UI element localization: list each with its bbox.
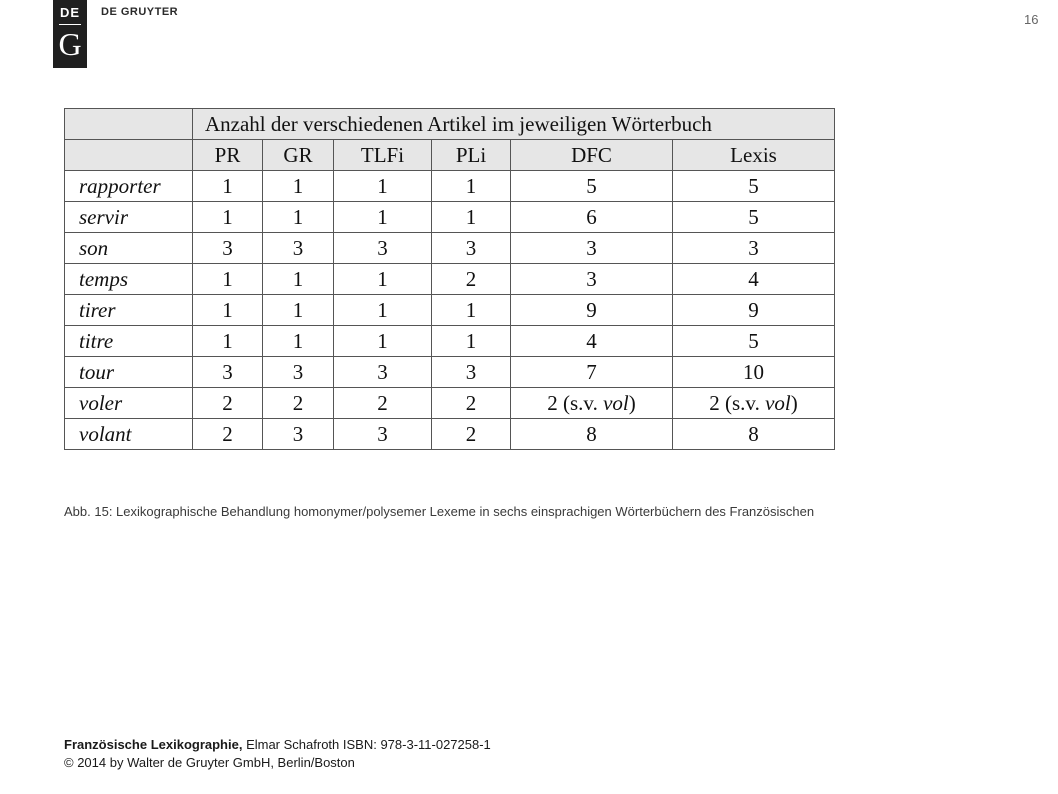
cell-pr: 1 — [193, 171, 263, 202]
logo-divider — [59, 24, 81, 25]
column-header-gr: GR — [263, 140, 334, 171]
cell-tlfi: 1 — [334, 202, 432, 233]
cell-dfc: 8 — [511, 419, 673, 450]
cell-tlfi: 1 — [334, 264, 432, 295]
lexis-vol: vol — [765, 390, 791, 415]
footer-book-details: Elmar Schafroth ISBN: 978-3-11-027258-1 — [242, 737, 491, 752]
table-title-row — [65, 109, 835, 140]
cell-dfc: 7 — [511, 357, 673, 388]
column-header-lexis: Lexis — [673, 140, 835, 171]
cell-pli: 1 — [432, 326, 511, 357]
footer-copyright: © 2014 by Walter de Gruyter GmbH, Berlin/Boston — [64, 755, 355, 770]
table-row — [65, 202, 835, 233]
table-row — [65, 295, 835, 326]
row-lemma: rapporter — [65, 171, 193, 202]
row-lemma: servir — [65, 202, 193, 233]
lexis-suffix: ) — [790, 390, 798, 415]
cell-pli: 1 — [432, 295, 511, 326]
cell-dfc — [511, 388, 673, 419]
cell-lexis: 4 — [673, 264, 835, 295]
row-lemma: tour — [65, 357, 193, 388]
cell-tlfi: 3 — [334, 419, 432, 450]
table-row — [65, 357, 835, 388]
cell-pr: 3 — [193, 233, 263, 264]
lexis-prefix: 2 (s.v. — [709, 390, 766, 415]
cell-pr: 1 — [193, 202, 263, 233]
cell-gr: 1 — [263, 295, 334, 326]
cell-dfc: 3 — [511, 264, 673, 295]
cell-dfc: 6 — [511, 202, 673, 233]
cell-dfc: 3 — [511, 233, 673, 264]
column-header-pli: PLi — [432, 140, 511, 171]
cell-lexis: 3 — [673, 233, 835, 264]
row-lemma: tirer — [65, 295, 193, 326]
footer-citation — [64, 737, 491, 752]
dfc-prefix: 2 (s.v. — [547, 390, 604, 415]
cell-dfc: 5 — [511, 171, 673, 202]
row-lemma: son — [65, 233, 193, 264]
cell-pli: 1 — [432, 171, 511, 202]
publisher-logo — [53, 0, 87, 68]
cell-gr: 3 — [263, 419, 334, 450]
cell-tlfi: 1 — [334, 295, 432, 326]
cell-pli: 2 — [432, 388, 511, 419]
row-lemma: voler — [65, 388, 193, 419]
cell-tlfi: 3 — [334, 233, 432, 264]
figure-caption: Abb. 15: Lexikographische Behandlung homonymer/polysemer Lexeme in sechs einsprachigen Wörterbüchern des Französischen — [64, 504, 815, 519]
cell-pr: 1 — [193, 264, 263, 295]
cell-dfc: 4 — [511, 326, 673, 357]
cell-lexis: 9 — [673, 295, 835, 326]
cell-gr: 2 — [263, 388, 334, 419]
cell-pr: 2 — [193, 388, 263, 419]
row-lemma: temps — [65, 264, 193, 295]
row-lemma: titre — [65, 326, 193, 357]
cell-tlfi: 1 — [334, 326, 432, 357]
row-lemma: volant — [65, 419, 193, 450]
cell-gr: 1 — [263, 264, 334, 295]
dictionary-table — [64, 108, 835, 450]
cell-gr: 1 — [263, 171, 334, 202]
column-header-dfc: DFC — [511, 140, 673, 171]
cell-pli: 2 — [432, 419, 511, 450]
cell-gr: 1 — [263, 202, 334, 233]
cell-lexis: 10 — [673, 357, 835, 388]
column-header-row — [65, 140, 835, 171]
column-header-corner — [65, 140, 193, 171]
cell-pr: 2 — [193, 419, 263, 450]
cell-pli: 3 — [432, 357, 511, 388]
dfc-vol: vol — [603, 390, 629, 415]
cell-tlfi: 2 — [334, 388, 432, 419]
cell-lexis: 5 — [673, 171, 835, 202]
page-number: 16 — [1024, 12, 1039, 27]
dfc-suffix: ) — [628, 390, 636, 415]
publisher-name: DE GRUYTER — [101, 6, 179, 18]
cell-lexis — [673, 388, 835, 419]
table-row — [65, 171, 835, 202]
logo-de-text: DE — [59, 5, 81, 20]
cell-pr: 1 — [193, 295, 263, 326]
footer-book-title: Französische Lexikographie, — [64, 737, 243, 752]
table-row — [65, 264, 835, 295]
cell-pli: 2 — [432, 264, 511, 295]
cell-dfc: 9 — [511, 295, 673, 326]
table-row — [65, 388, 835, 419]
cell-gr: 3 — [263, 357, 334, 388]
cell-pr: 3 — [193, 357, 263, 388]
column-header-pr: PR — [193, 140, 263, 171]
cell-lexis: 5 — [673, 326, 835, 357]
cell-lexis: 8 — [673, 419, 835, 450]
cell-pli: 1 — [432, 202, 511, 233]
table-corner-cell — [65, 109, 193, 140]
cell-pli: 3 — [432, 233, 511, 264]
table-row — [65, 419, 835, 450]
cell-tlfi: 1 — [334, 171, 432, 202]
table-title: Anzahl der verschiedenen Artikel im jeweiligen Wörterbuch — [193, 109, 835, 140]
cell-tlfi: 3 — [334, 357, 432, 388]
cell-lexis: 5 — [673, 202, 835, 233]
cell-gr: 1 — [263, 326, 334, 357]
cell-pr: 1 — [193, 326, 263, 357]
column-header-tlfi: TLFi — [334, 140, 432, 171]
logo-g-text: G — [58, 26, 82, 62]
table-row — [65, 233, 835, 264]
cell-gr: 3 — [263, 233, 334, 264]
table-row — [65, 326, 835, 357]
